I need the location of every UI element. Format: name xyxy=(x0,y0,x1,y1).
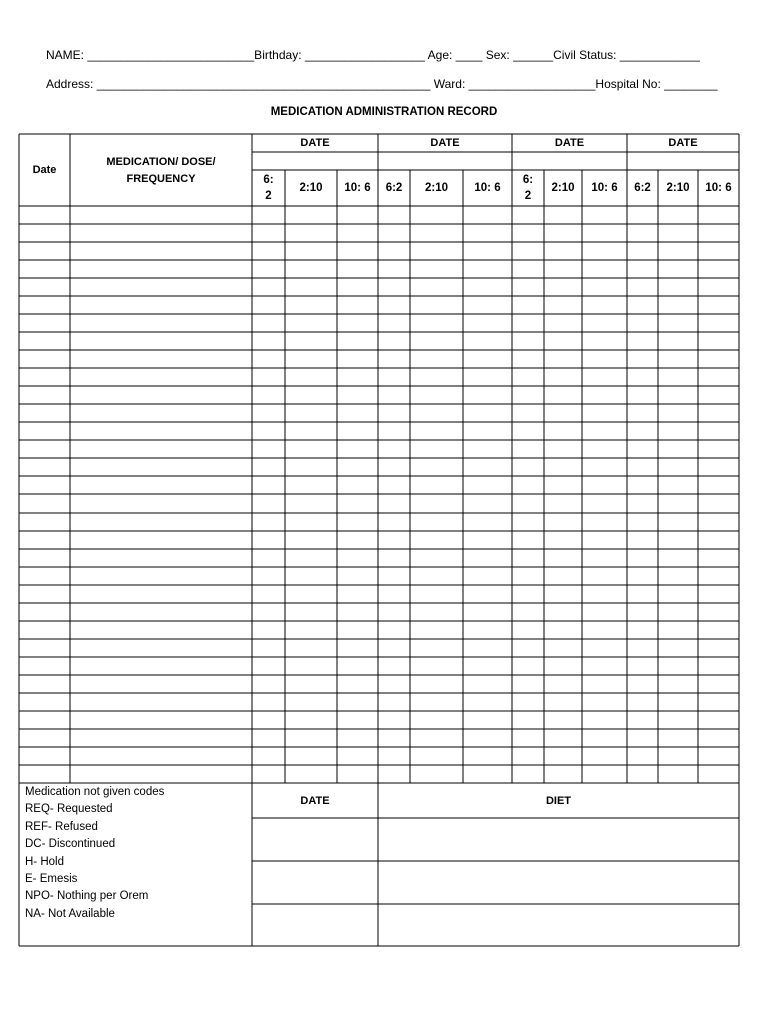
form-title: MEDICATION ADMINISTRATION RECORD xyxy=(270,106,498,118)
code-item: E- Emesis xyxy=(25,873,78,886)
time-slot: 2:10 xyxy=(424,182,449,194)
group-date-label: DATE xyxy=(668,137,698,149)
time-slot: 10: 6 xyxy=(474,182,501,194)
diet-header: DIET xyxy=(545,795,572,807)
time-slot: 2:10 xyxy=(551,182,575,194)
code-item: NA- Not Available xyxy=(25,907,115,920)
time-slot: 6:2 xyxy=(634,182,651,194)
code-item: REF- Refused xyxy=(25,820,98,833)
date-column-header: Date xyxy=(32,164,57,176)
time-slot: 10: 6 xyxy=(705,182,732,194)
time-slot: 2:10 xyxy=(299,182,323,194)
group-date-label: DATE xyxy=(300,137,330,149)
time-slot: 2:10 xyxy=(666,182,690,194)
codes-title: Medication not given codes xyxy=(25,786,165,798)
code-item: REQ- Requested xyxy=(25,803,113,816)
patient-info-line-1: NAME: _________________________Birthday: __________________ Age: ____ Sex: ______Civil Status: ____________ xyxy=(46,48,700,62)
group-date-label: DATE xyxy=(430,137,460,149)
time-slot: 6: 2 xyxy=(522,174,534,202)
medication-column-header-line2: FREQUENCY xyxy=(126,173,196,185)
code-item: H- Hold xyxy=(25,855,64,868)
medication-column-header-line1: MEDICATION/ DOSE/ xyxy=(106,156,216,168)
patient-info-line-2: Address: __________________________________________________ Ward: ___________________Hospital No: ________ xyxy=(46,77,718,91)
time-slot: 10: 6 xyxy=(344,182,371,194)
time-slot: 6:2 xyxy=(385,182,403,194)
time-slot: 10: 6 xyxy=(591,182,618,194)
code-item: NPO- Nothing per Orem xyxy=(25,890,149,903)
group-date-label: DATE xyxy=(554,137,585,149)
not-given-codes-legend xyxy=(25,784,164,923)
code-item: DC- Discontinued xyxy=(25,838,116,851)
time-slot: 6: 2 xyxy=(263,174,274,202)
diet-date-header: DATE xyxy=(300,795,330,807)
